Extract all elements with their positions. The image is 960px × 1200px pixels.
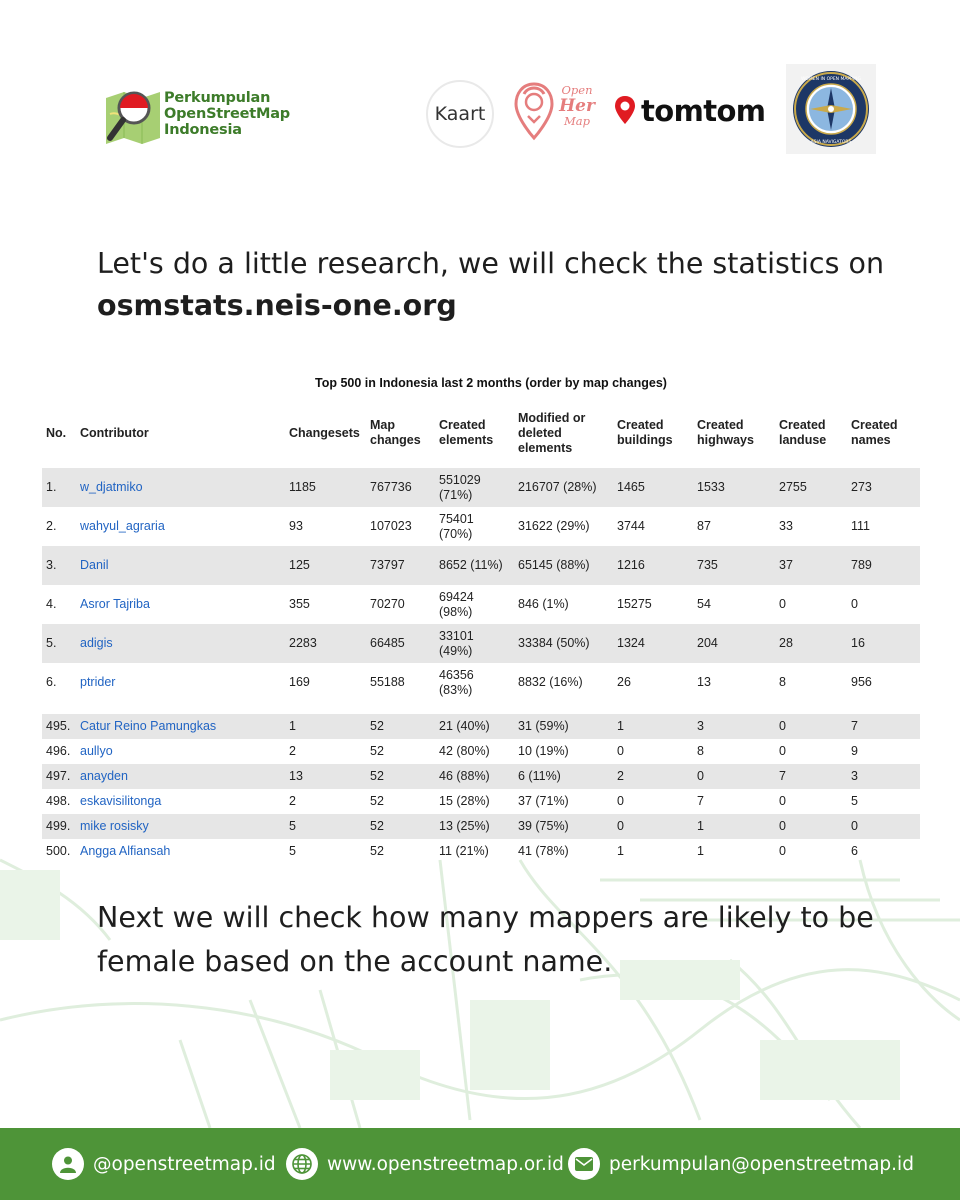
cell-map-changes: 55188	[370, 675, 405, 689]
table-row	[42, 546, 920, 585]
cell-contributor	[76, 663, 285, 702]
posm-line2: OpenStreetMap	[164, 106, 290, 122]
header-created-elements: Created elements	[439, 418, 494, 447]
created-elements-value: 21 (40%)	[439, 719, 490, 733]
table-row	[42, 739, 920, 764]
cell-created-landuse: 33	[779, 519, 793, 533]
cell-created-buildings: 3744	[617, 519, 645, 533]
cell-created-landuse: 8	[779, 675, 786, 689]
cell-created-buildings: 0	[617, 744, 624, 758]
cell-created-names: 16	[847, 624, 920, 663]
header-modified-deleted: Modified or deleted elements	[518, 410, 586, 455]
cell-changesets: 2283	[285, 624, 366, 663]
user-icon	[52, 1148, 84, 1180]
wiom-top-text: WOMEN IN OPEN MAPPING	[800, 77, 862, 82]
table-row	[42, 663, 920, 702]
open-her-map-text	[554, 84, 600, 128]
cell-map-changes: 767736	[366, 468, 435, 507]
posm-line1: Perkumpulan	[164, 90, 271, 106]
wiom-bottom-text: ASIA NAVIGATORS	[810, 140, 852, 145]
cell-created-buildings: 15275	[617, 597, 652, 611]
cell-created-highways: 87	[697, 519, 711, 533]
cell-created-buildings: 1324	[613, 624, 693, 663]
cell-modified-deleted: 10 (19%)	[518, 744, 569, 758]
created-elements-value: 69424 (98%)	[439, 589, 474, 619]
cell-created-buildings: 1	[613, 714, 693, 739]
open-her-map-logo	[514, 82, 600, 144]
cell-created-names: 273	[847, 468, 920, 507]
cell-map-changes: 70270	[370, 597, 405, 611]
created-elements-value: 13 (25%)	[439, 819, 490, 833]
cell-contributor	[76, 714, 285, 739]
cell-changesets: 13	[285, 764, 366, 789]
cell-map-changes: 52	[366, 714, 435, 739]
footer-email[interactable]	[568, 1148, 914, 1180]
cell-changesets: 355	[289, 597, 310, 611]
posm-logo-text	[164, 90, 290, 138]
cell-created-elements	[435, 585, 514, 624]
cell-contributor	[76, 789, 285, 814]
footer-website[interactable]	[286, 1148, 564, 1180]
cell-created-elements	[435, 739, 514, 764]
contributor-link[interactable]: ptrider	[80, 675, 116, 689]
ohm-line2: Her	[559, 96, 595, 116]
cell-created-highways: 0	[693, 764, 775, 789]
created-elements-value: 46 (88%)	[439, 769, 490, 783]
created-elements-value: 33101 (49%)	[439, 628, 474, 658]
kaart-logo	[426, 80, 494, 148]
cell-created-names: 7	[847, 714, 920, 739]
cell-created-buildings: 1216	[613, 546, 693, 585]
contributor-link[interactable]: adigis	[80, 636, 113, 650]
cell-map-changes: 52	[366, 764, 435, 789]
cell-changesets: 5	[285, 814, 366, 839]
table-row	[42, 507, 920, 546]
cell-created-elements	[435, 789, 514, 814]
cell-changesets: 1185	[285, 468, 366, 507]
cell-created-landuse: 0	[775, 714, 847, 739]
cell-created-names: 5	[851, 794, 858, 808]
cell-created-buildings: 1465	[613, 468, 693, 507]
cell-created-elements	[435, 546, 514, 585]
cell-created-buildings: 0	[617, 794, 624, 808]
cell-modified-deleted: 216707 (28%)	[514, 468, 613, 507]
cell-contributor	[76, 546, 285, 585]
cell-modified-deleted: 8832 (16%)	[518, 675, 583, 689]
contributor-link[interactable]: w_djatmiko	[80, 480, 143, 494]
header-created-landuse: Created landuse	[779, 418, 827, 447]
cell-created-buildings: 0	[613, 814, 693, 839]
stats-table	[42, 398, 920, 864]
cell-changesets: 2	[289, 794, 296, 808]
ohm-line3: Map	[564, 114, 590, 128]
cell-changesets: 2	[289, 744, 296, 758]
cell-map-changes: 52	[370, 794, 384, 808]
footer-email-address: perkumpulan@openstreetmap.id	[609, 1153, 914, 1175]
stats-table-body	[42, 468, 920, 864]
created-elements-value: 8652 (11%)	[439, 558, 503, 572]
cell-map-changes: 52	[370, 844, 384, 858]
cell-created-names: 0	[847, 814, 920, 839]
cell-created-elements	[435, 839, 514, 864]
contributor-link[interactable]: Asror Tajriba	[80, 597, 150, 611]
created-elements-value: 75401 (70%)	[439, 511, 474, 541]
kaart-logo-text: Kaart	[434, 103, 486, 125]
contributor-link[interactable]: Catur Reino Pamungkas	[80, 719, 217, 733]
contributor-link[interactable]: Angga Alfiansah	[80, 844, 171, 858]
cell-no: 496.	[46, 744, 71, 758]
cell-created-landuse: 0	[775, 814, 847, 839]
cell-modified-deleted: 33384 (50%)	[514, 624, 613, 663]
posm-line3: Indonesia	[164, 122, 242, 138]
created-elements-value: 42 (80%)	[439, 744, 490, 758]
table-row	[42, 714, 920, 739]
table-row	[42, 468, 920, 507]
cell-map-changes: 52	[366, 814, 435, 839]
cell-no: 2.	[46, 519, 57, 533]
cell-created-landuse: 2755	[775, 468, 847, 507]
cell-map-changes: 73797	[366, 546, 435, 585]
cell-map-changes: 107023	[370, 519, 412, 533]
header-no: No.	[46, 425, 67, 440]
cell-contributor	[76, 468, 285, 507]
globe-icon	[286, 1148, 318, 1180]
cell-no: 6.	[46, 675, 57, 689]
cell-changesets: 1	[285, 714, 366, 739]
cell-created-highways: 1	[693, 814, 775, 839]
cell-no: 5.	[42, 624, 76, 663]
cell-changesets: 93	[289, 519, 303, 533]
cell-created-landuse: 37	[775, 546, 847, 585]
cell-created-elements	[435, 764, 514, 789]
cell-no: 1.	[42, 468, 76, 507]
cell-created-elements	[435, 814, 514, 839]
table-row	[42, 839, 920, 864]
contributor-link[interactable]: mike rosisky	[80, 819, 149, 833]
header-changesets: Changesets	[289, 425, 360, 440]
cell-created-highways: 7	[697, 794, 704, 808]
contributor-link[interactable]: eskavisilitonga	[80, 794, 162, 808]
cell-created-highways: 1533	[693, 468, 775, 507]
cell-map-changes: 66485	[366, 624, 435, 663]
footer-bar	[0, 1128, 960, 1200]
cell-created-highways: 54	[697, 597, 711, 611]
table-row	[42, 585, 920, 624]
cell-created-buildings: 1	[617, 844, 624, 858]
location-pin-icon	[614, 95, 636, 127]
cell-created-highways: 13	[697, 675, 711, 689]
header-created-names: Created names	[851, 418, 898, 447]
cell-created-highways: 8	[697, 744, 704, 758]
cell-no: 495.	[42, 714, 76, 739]
cell-modified-deleted: 39 (75%)	[514, 814, 613, 839]
cell-created-highways: 3	[693, 714, 775, 739]
cell-changesets: 5	[289, 844, 296, 858]
cell-created-elements	[435, 714, 514, 739]
posm-map-magnifier-icon	[104, 84, 166, 150]
mail-icon	[568, 1148, 600, 1180]
tomtom-logo	[614, 94, 765, 128]
cell-contributor	[76, 585, 285, 624]
cell-no: 4.	[46, 597, 57, 611]
table-row	[42, 789, 920, 814]
cell-changesets: 125	[285, 546, 366, 585]
cell-modified-deleted: 846 (1%)	[518, 597, 569, 611]
cell-contributor	[76, 764, 285, 789]
cell-modified-deleted: 31 (59%)	[514, 714, 613, 739]
cell-created-names: 9	[851, 744, 858, 758]
cell-modified-deleted: 31622 (29%)	[518, 519, 590, 533]
contributor-link[interactable]: anayden	[80, 769, 128, 783]
cell-contributor	[76, 624, 285, 663]
cell-created-names: 789	[847, 546, 920, 585]
cell-contributor	[76, 507, 285, 546]
table-row	[42, 814, 920, 839]
cell-created-names: 0	[851, 597, 858, 611]
cell-created-landuse: 0	[779, 844, 786, 858]
cell-created-buildings: 26	[617, 675, 631, 689]
cell-modified-deleted: 6 (11%)	[514, 764, 613, 789]
cell-no: 497.	[42, 764, 76, 789]
cell-modified-deleted: 65145 (88%)	[514, 546, 613, 585]
cell-created-buildings: 2	[613, 764, 693, 789]
headline-prefix: Let's do a little research, we will check the statistics on	[97, 247, 885, 280]
cell-modified-deleted: 37 (71%)	[518, 794, 569, 808]
table-header-row	[42, 398, 920, 468]
cell-no: 498.	[46, 794, 71, 808]
cell-no: 500.	[46, 844, 71, 858]
cell-no: 499.	[42, 814, 76, 839]
contributor-link[interactable]: Danil	[80, 558, 109, 572]
tomtom-logo-text: tomtom	[641, 94, 766, 128]
cell-created-landuse: 0	[779, 597, 786, 611]
header-contributor: Contributor	[80, 425, 149, 440]
contributor-link[interactable]: aullyo	[80, 744, 113, 758]
stats-title: Top 500 in Indonesia last 2 months (order by map changes)	[315, 376, 667, 390]
table-row	[42, 764, 920, 789]
cell-created-elements	[435, 663, 514, 702]
created-elements-value: 551029 (71%)	[439, 472, 481, 502]
cell-created-elements	[435, 624, 514, 663]
cell-created-elements	[435, 468, 514, 507]
cell-map-changes: 52	[370, 744, 384, 758]
table-row	[42, 624, 920, 663]
cell-created-landuse: 7	[775, 764, 847, 789]
header-map-changes: Map changes	[370, 418, 421, 447]
open-her-map-pin-icon	[514, 82, 554, 142]
cell-no: 3.	[42, 546, 76, 585]
cell-created-names: 6	[851, 844, 858, 858]
stats-screenshot	[42, 376, 920, 864]
cell-created-names: 3	[847, 764, 920, 789]
cell-created-elements	[435, 507, 514, 546]
cell-created-names: 956	[851, 675, 872, 689]
contributor-link[interactable]: wahyul_agraria	[80, 519, 165, 533]
compass-emblem-icon	[786, 64, 876, 154]
header-created-buildings: Created buildings	[617, 418, 673, 447]
cell-modified-deleted: 41 (78%)	[518, 844, 569, 858]
table-gap-cell	[42, 702, 920, 714]
cell-contributor	[76, 839, 285, 864]
cell-created-names: 111	[851, 519, 871, 533]
cell-created-highways: 735	[693, 546, 775, 585]
table-gap	[42, 702, 920, 714]
cell-changesets: 169	[289, 675, 310, 689]
header-created-highways: Created highways	[697, 418, 754, 447]
created-elements-value: 15 (28%)	[439, 794, 490, 808]
cell-created-landuse: 28	[775, 624, 847, 663]
ohm-line1: Open	[561, 83, 593, 97]
footer-social-handle: @openstreetmap.id	[93, 1153, 276, 1175]
women-in-open-mapping-logo	[786, 64, 876, 154]
cell-contributor	[76, 814, 285, 839]
footer-social[interactable]	[52, 1148, 276, 1180]
cell-created-landuse: 0	[779, 744, 786, 758]
created-elements-value: 46356 (83%)	[439, 667, 474, 697]
posm-logo	[104, 84, 304, 150]
created-elements-value: 11 (21%)	[439, 844, 489, 858]
bottom-text: Next we will check how many mappers are likely to be female based on the account name.	[97, 901, 874, 978]
footer-website-url: www.openstreetmap.or.id	[327, 1153, 564, 1175]
cell-contributor	[76, 739, 285, 764]
cell-created-highways: 204	[693, 624, 775, 663]
headline-text	[97, 243, 897, 327]
cell-created-landuse: 0	[779, 794, 786, 808]
headline-site: osmstats.neis-one.org	[97, 289, 457, 322]
cell-created-highways: 1	[697, 844, 704, 858]
